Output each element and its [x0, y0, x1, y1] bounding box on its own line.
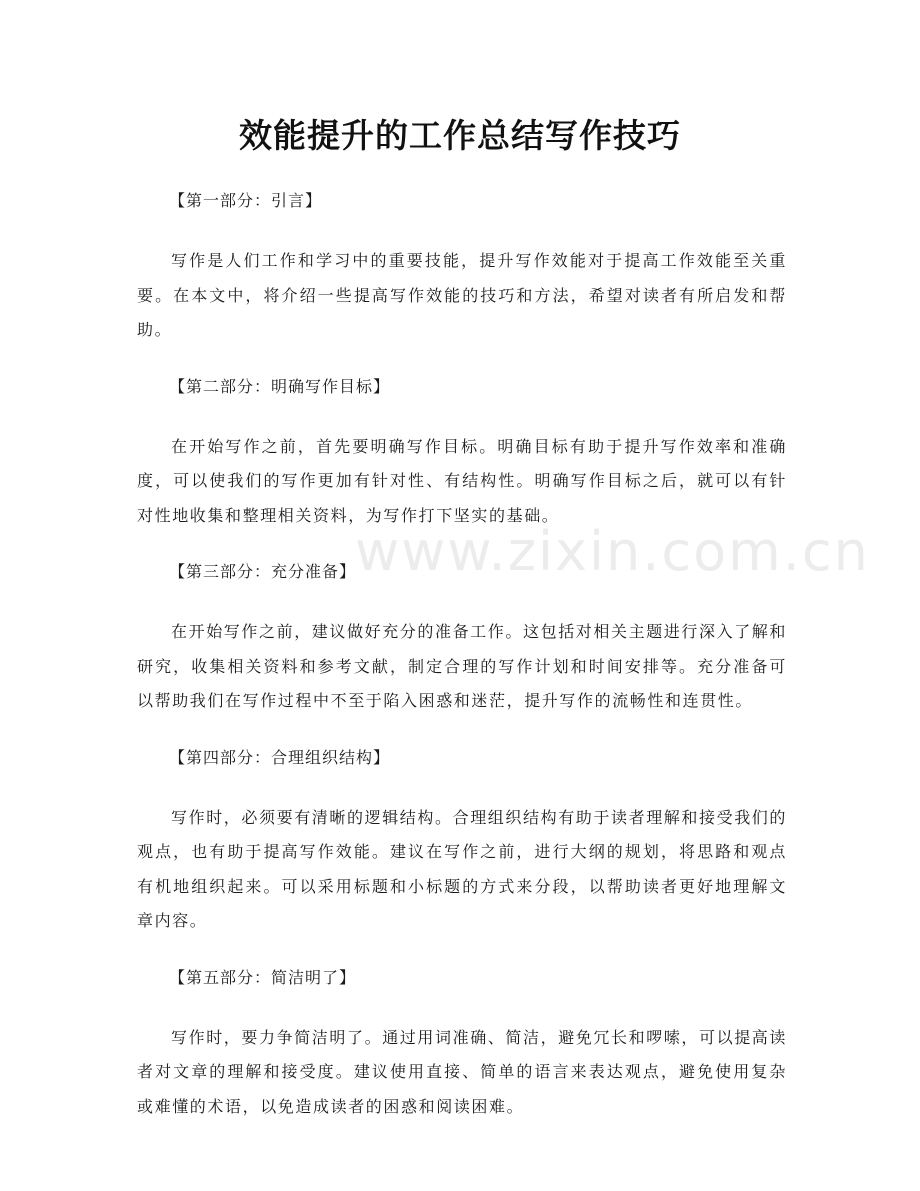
document-title: 效能提升的工作总结写作技巧: [239, 116, 681, 155]
section-paragraph-concise: 写作时，要力争简洁明了。通过用词准确、简洁，避免冗长和啰嗦，可以提高读者对文章的理解和接受度。建议使用直接、简单的语言来表达观点，避免使用复杂或难懂的术语，以免造成读者的困惑和阅读困难。: [137, 1027, 788, 1116]
document-body: [137, 185, 787, 1147]
section-heading-structure: 【第四部分：合理组织结构】: [169, 747, 391, 767]
section-heading-preparation: 【第三部分：充分准备】: [169, 562, 357, 581]
watermark: www.zixin.com.cn: [355, 520, 870, 583]
section-paragraph-preparation: 在开始写作之前，建议做好充分的准备工作。这包括对相关主题进行深入了解和研究，收集相关资料和参考文献，制定合理的写作计划和时间安排等。充分准备可以帮助我们在写作过程中不至于陷入困惑和迷茫，提升写作的流畅性和连贯性。: [137, 622, 788, 710]
section-heading-concise: 【第五部分：简洁明了】: [169, 967, 357, 987]
section-heading-goals: 【第二部分：明确写作目标】: [169, 376, 391, 396]
section-paragraph-intro: 写作是人们工作和学习中的重要技能，提升写作效能对于提高工作效能至关重要。在本文中，将介绍一些提高写作效能的技巧和方法，希望对读者有所启发和帮助。: [137, 251, 787, 339]
section-paragraph-structure: 写作时，必须要有清晰的逻辑结构。合理组织结构有助于读者理解和接受我们的观点，也有助于提高写作效能。建议在写作之前，进行大纲的规划，将思路和观点有机地组织起来。可以采用标题和小标题的方式来分段，以帮助读者更好地理解文章内容。: [137, 807, 788, 930]
section-paragraph-goals: 在开始写作之前，首先要明确写作目标。明确目标有助于提升写作效率和准确度，可以使我们的写作更加有针对性、有结构性。明确写作目标之后，就可以有针对性地收集和整理相关资料，为写作打下坚实的基础。: [137, 436, 787, 525]
section-heading-intro: 【第一部分：引言】: [169, 191, 323, 210]
